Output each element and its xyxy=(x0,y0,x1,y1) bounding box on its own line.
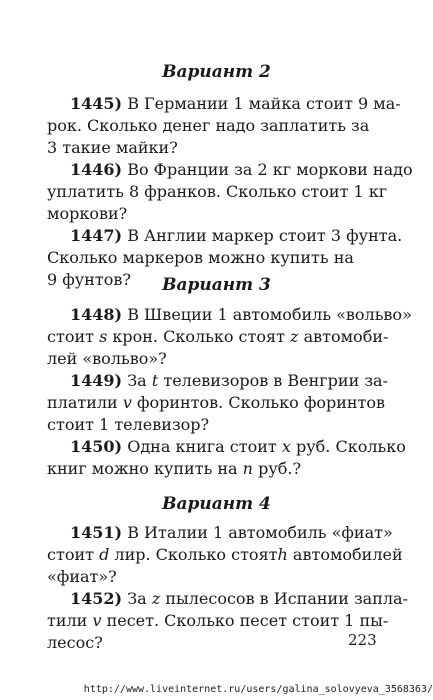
problem-1449-text-d: форинтов. Сколько форинтов xyxy=(136,393,386,412)
problem-1448-number: 1448) xyxy=(70,305,123,324)
problem-1451-text-a: В Италии 1 автомобиль «фиат» xyxy=(127,523,393,542)
problem-1451-line-3: «фиат»? xyxy=(47,567,117,586)
problem-1450-var-x: x xyxy=(281,437,291,456)
problem-1449-line-3: стоит 1 телевизор? xyxy=(47,415,210,434)
problem-1448-line-1 xyxy=(70,303,412,327)
problem-1451-var-h: h xyxy=(277,545,288,564)
problem-1451-text-b: стоит xyxy=(47,545,94,564)
problem-1452-text-a: За xyxy=(127,589,147,608)
problem-1445-line-2: рок. Сколько денег надо заплатить за xyxy=(47,116,370,135)
page-number: 223 xyxy=(348,631,377,649)
problem-1452-text-d: песет. Сколько песет стоит 1 пы- xyxy=(106,611,389,630)
problem-1450-text-c: книг можно купить на xyxy=(47,459,238,478)
problem-1449-text-c: платили xyxy=(47,393,118,412)
problem-1451-var-d: d xyxy=(99,545,110,564)
problem-1448-var-s: s xyxy=(99,327,108,346)
problem-1448-var-z: z xyxy=(290,327,299,346)
problem-1452-var-v: v xyxy=(92,611,102,630)
source-url: http://www.liveinternet.ru/users/galina_solovyeva_3568363/ xyxy=(83,684,433,695)
problem-1447-line-1 xyxy=(70,224,402,248)
problem-1451-text-d: автомобилей xyxy=(292,545,403,564)
problem-1448-line-3: лей «вольво»? xyxy=(47,349,167,368)
problem-1449-var-t: t xyxy=(151,371,159,390)
problem-1450-var-n: n xyxy=(242,459,253,478)
problem-1445-number: 1445) xyxy=(70,94,123,113)
problem-1450-text-b: руб. Сколько xyxy=(295,437,406,456)
problem-1451-text-c: лир. Сколько стоят xyxy=(114,545,278,564)
problem-1450-line-2 xyxy=(47,457,301,481)
problem-1449-text-b: телевизоров в Венгрии за- xyxy=(163,371,388,390)
problem-1447-line-3: 9 фунтов? xyxy=(47,270,131,289)
problem-1450-text-a: Одна книга стоит xyxy=(127,437,277,456)
problem-1450-text-d: руб.? xyxy=(258,459,302,478)
problem-1450-line-1 xyxy=(70,435,406,459)
problem-1448-line-2 xyxy=(47,325,388,349)
problem-1449-line-2 xyxy=(47,391,385,415)
problem-1446-line-2: уплатить 8 франков. Сколько стоит 1 кг xyxy=(47,182,388,201)
problem-1451-number: 1451) xyxy=(70,523,123,542)
problem-1446-line-3: моркови? xyxy=(47,204,128,223)
problem-1448-text-b: стоит xyxy=(47,327,94,346)
problem-1448-text-a: В Швеции 1 автомобиль «вольво» xyxy=(127,305,412,324)
problem-1452-line-1 xyxy=(70,587,408,611)
problem-1447-line-2: Сколько маркеров можно купить на xyxy=(47,248,354,267)
problem-1452-line-2 xyxy=(47,609,388,633)
problem-1449-number: 1449) xyxy=(70,371,123,390)
variant-2-heading: Вариант 2 xyxy=(162,62,271,82)
problem-1449-line-1 xyxy=(70,369,388,393)
problem-1452-text-b: пылесосов в Испании запла- xyxy=(165,589,408,608)
problem-1452-text-c: тили xyxy=(47,611,88,630)
problem-1448-text-d: автомоби- xyxy=(303,327,389,346)
problem-1446-number: 1446) xyxy=(70,160,123,179)
problem-1445-line-3: 3 такие майки? xyxy=(47,138,178,157)
problem-1449-text-a: За xyxy=(127,371,147,390)
problem-1451-line-2 xyxy=(47,543,403,567)
problem-1448-text-c: крон. Сколько стоят xyxy=(112,327,285,346)
variant-3-heading: Вариант 3 xyxy=(162,275,271,295)
problem-1447-number: 1447) xyxy=(70,226,123,245)
problem-1451-line-1 xyxy=(70,521,393,545)
problem-1452-number: 1452) xyxy=(70,589,123,608)
problem-1452-line-3: лесос? xyxy=(47,633,103,652)
problem-1446-line-1 xyxy=(70,158,413,182)
problem-1446-text-1: Во Франции за 2 кг моркови надо xyxy=(127,160,413,179)
problem-1452-var-z: z xyxy=(151,589,161,608)
problem-1447-text-1: В Англии маркер стоит 3 фунта. xyxy=(127,226,403,245)
problem-1449-var-v: v xyxy=(122,393,132,412)
variant-4-heading: Вариант 4 xyxy=(162,494,271,514)
problem-1445-text-1: В Германии 1 майка стоит 9 ма- xyxy=(127,94,401,113)
problem-1445-line-1 xyxy=(70,92,401,116)
problem-1450-number: 1450) xyxy=(70,437,123,456)
